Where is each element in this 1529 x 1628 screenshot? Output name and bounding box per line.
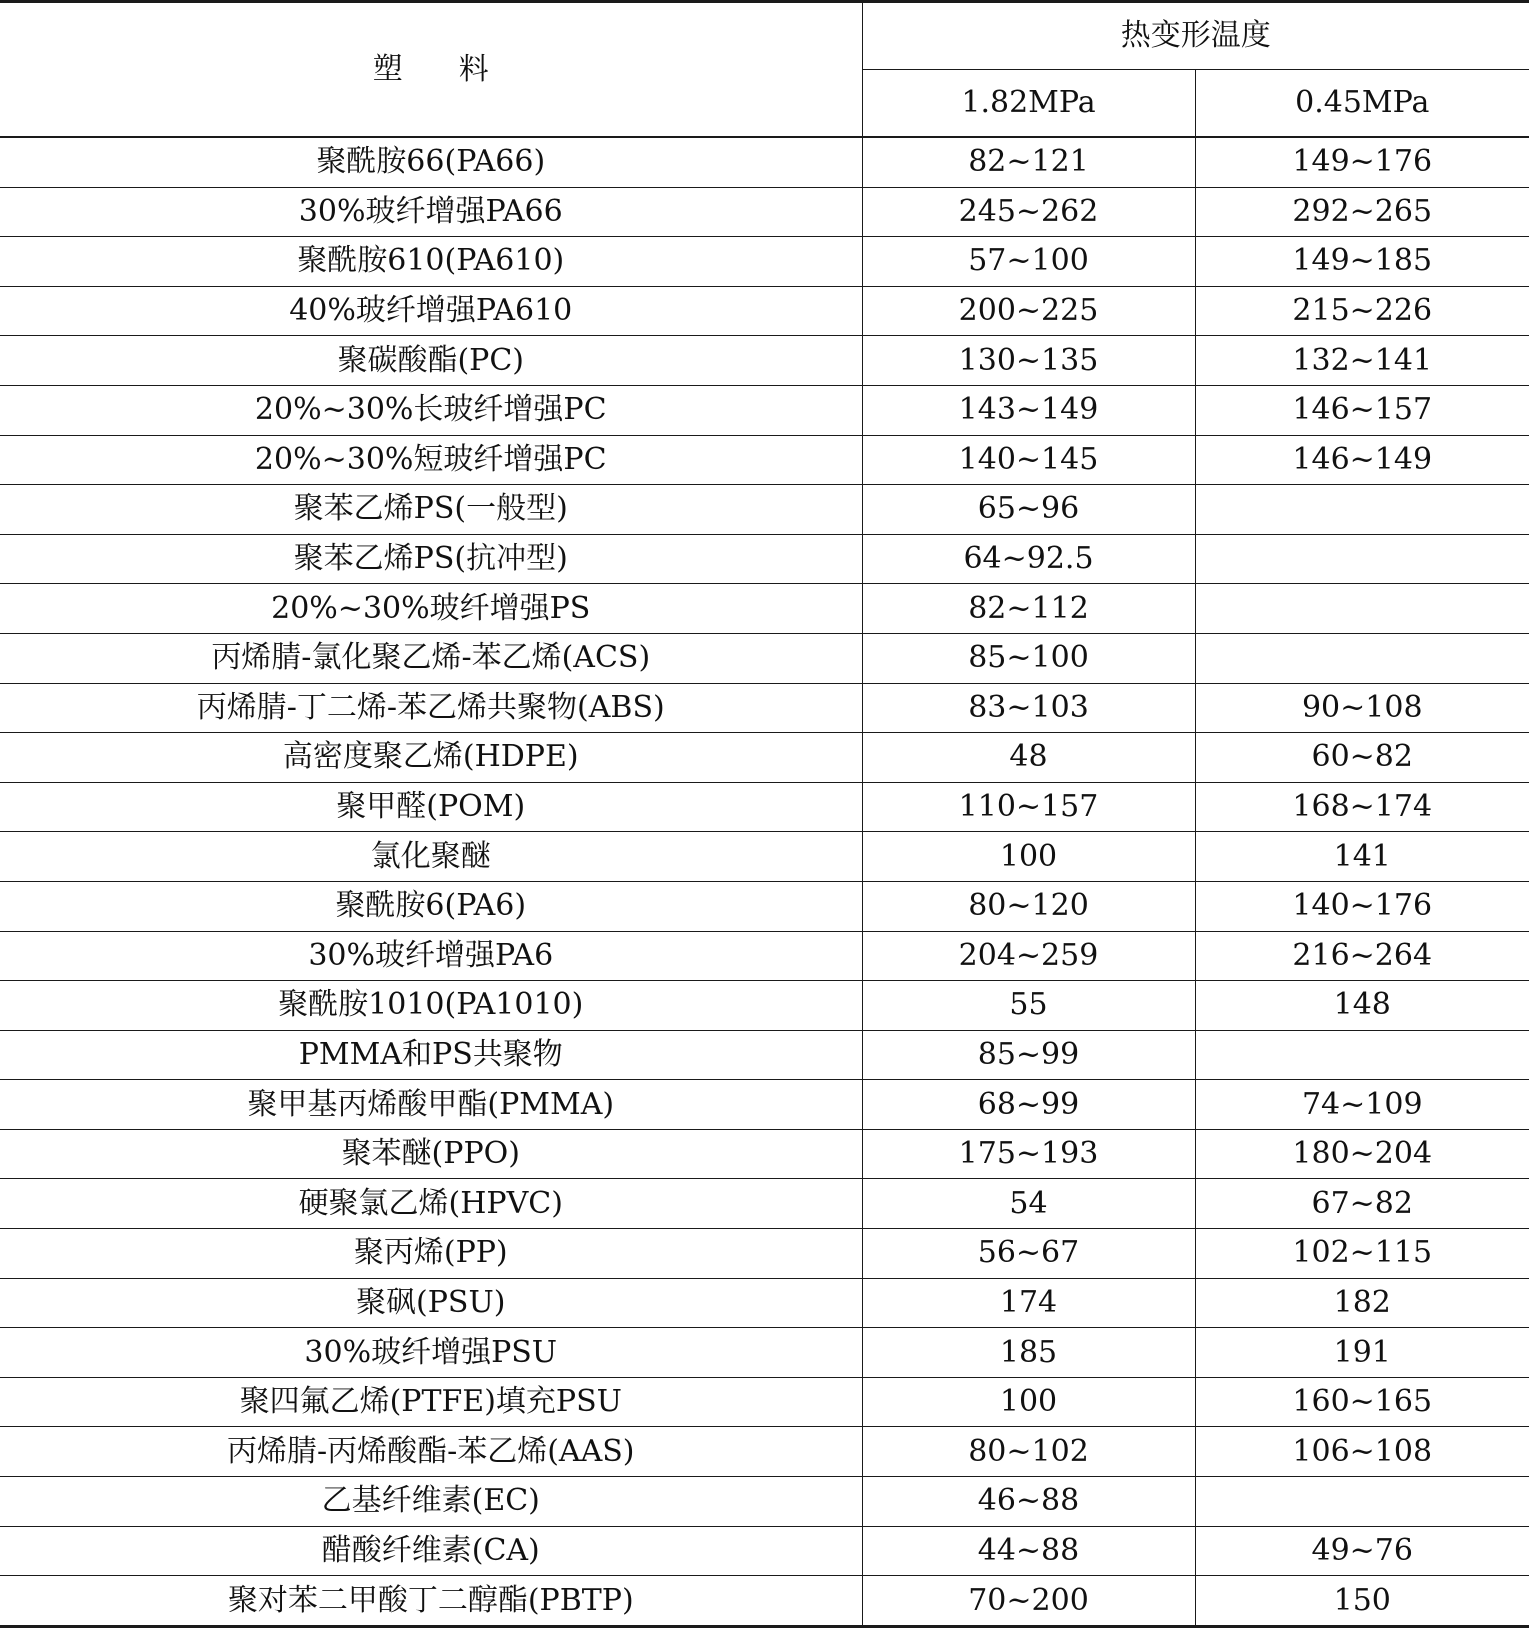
cell-hdt-1-82mpa: 174 [862, 1278, 1195, 1328]
table-row [0, 485, 1529, 535]
cell-hdt-1-82mpa: 185 [862, 1328, 1195, 1378]
table-row [0, 237, 1529, 287]
cell-hdt-1-82mpa: 200~225 [862, 286, 1195, 336]
cell-material: 聚碳酸酯(PC) [0, 336, 862, 386]
cell-hdt-1-82mpa: 54 [862, 1179, 1195, 1229]
cell-material: PMMA和PS共聚物 [0, 1030, 862, 1080]
table-row [0, 782, 1529, 832]
cell-material: 聚甲基丙烯酸甲酯(PMMA) [0, 1080, 862, 1130]
cell-hdt-1-82mpa: 80~102 [862, 1427, 1195, 1477]
table-row [0, 931, 1529, 981]
table-header [0, 2, 1529, 138]
cell-material: 聚甲醛(POM) [0, 782, 862, 832]
header-pressure-0-45: 0.45MPa [1195, 70, 1529, 138]
table-row [0, 881, 1529, 931]
table-row [0, 137, 1529, 187]
cell-hdt-0-45mpa: 106~108 [1195, 1427, 1529, 1477]
cell-material: 聚丙烯(PP) [0, 1229, 862, 1279]
cell-hdt-1-82mpa: 64~92.5 [862, 534, 1195, 584]
cell-material: 聚苯乙烯PS(抗冲型) [0, 534, 862, 584]
cell-hdt-0-45mpa: 149~185 [1195, 237, 1529, 287]
cell-hdt-0-45mpa: 90~108 [1195, 683, 1529, 733]
cell-material: 聚对苯二甲酸丁二醇酯(PBTP) [0, 1576, 862, 1627]
cell-material: 聚砜(PSU) [0, 1278, 862, 1328]
cell-hdt-0-45mpa: 102~115 [1195, 1229, 1529, 1279]
cell-hdt-0-45mpa: 67~82 [1195, 1179, 1529, 1229]
cell-material: 高密度聚乙烯(HDPE) [0, 733, 862, 783]
table-row [0, 1328, 1529, 1378]
cell-hdt-0-45mpa [1195, 1030, 1529, 1080]
cell-hdt-1-82mpa: 68~99 [862, 1080, 1195, 1130]
cell-material: 聚酰胺1010(PA1010) [0, 981, 862, 1031]
cell-material: 聚酰胺6(PA6) [0, 881, 862, 931]
cell-material: 30%玻纤增强PSU [0, 1328, 862, 1378]
cell-material: 30%玻纤增强PA66 [0, 187, 862, 237]
cell-hdt-0-45mpa: 140~176 [1195, 881, 1529, 931]
cell-hdt-1-82mpa: 57~100 [862, 237, 1195, 287]
cell-hdt-0-45mpa: 49~76 [1195, 1526, 1529, 1576]
cell-hdt-1-82mpa: 100 [862, 1377, 1195, 1427]
table-row [0, 832, 1529, 882]
cell-hdt-0-45mpa: 216~264 [1195, 931, 1529, 981]
cell-hdt-0-45mpa: 60~82 [1195, 733, 1529, 783]
table-row [0, 1526, 1529, 1576]
table-row [0, 1080, 1529, 1130]
table-row [0, 1477, 1529, 1527]
cell-hdt-1-82mpa: 48 [862, 733, 1195, 783]
cell-hdt-1-82mpa: 204~259 [862, 931, 1195, 981]
cell-hdt-0-45mpa: 150 [1195, 1576, 1529, 1627]
table-row [0, 733, 1529, 783]
cell-material: 醋酸纤维素(CA) [0, 1526, 862, 1576]
cell-material: 聚酰胺66(PA66) [0, 137, 862, 187]
cell-hdt-0-45mpa: 180~204 [1195, 1129, 1529, 1179]
cell-hdt-0-45mpa: 182 [1195, 1278, 1529, 1328]
cell-material: 40%玻纤增强PA610 [0, 286, 862, 336]
cell-hdt-1-82mpa: 110~157 [862, 782, 1195, 832]
cell-hdt-1-82mpa: 56~67 [862, 1229, 1195, 1279]
table-row [0, 683, 1529, 733]
table-row [0, 981, 1529, 1031]
cell-hdt-0-45mpa: 148 [1195, 981, 1529, 1031]
cell-hdt-1-82mpa: 46~88 [862, 1477, 1195, 1527]
cell-hdt-1-82mpa: 55 [862, 981, 1195, 1031]
cell-hdt-0-45mpa: 146~157 [1195, 385, 1529, 435]
cell-hdt-1-82mpa: 100 [862, 832, 1195, 882]
cell-hdt-0-45mpa: 132~141 [1195, 336, 1529, 386]
table-row [0, 534, 1529, 584]
header-material: 塑料 [0, 2, 862, 138]
table-row [0, 1179, 1529, 1229]
table-row [0, 633, 1529, 683]
cell-hdt-0-45mpa [1195, 534, 1529, 584]
cell-material: 丙烯腈-氯化聚乙烯-苯乙烯(ACS) [0, 633, 862, 683]
cell-material: 20%~30%短玻纤增强PC [0, 435, 862, 485]
cell-hdt-1-82mpa: 85~100 [862, 633, 1195, 683]
header-pressure-1-82: 1.82MPa [862, 70, 1195, 138]
cell-hdt-0-45mpa [1195, 485, 1529, 535]
cell-hdt-0-45mpa: 292~265 [1195, 187, 1529, 237]
table-row [0, 1427, 1529, 1477]
cell-hdt-0-45mpa: 74~109 [1195, 1080, 1529, 1130]
cell-material: 乙基纤维素(EC) [0, 1477, 862, 1527]
cell-hdt-0-45mpa: 146~149 [1195, 435, 1529, 485]
cell-hdt-0-45mpa: 191 [1195, 1328, 1529, 1378]
table-row [0, 187, 1529, 237]
cell-hdt-1-82mpa: 175~193 [862, 1129, 1195, 1179]
cell-hdt-0-45mpa [1195, 584, 1529, 634]
cell-hdt-1-82mpa: 83~103 [862, 683, 1195, 733]
cell-hdt-1-82mpa: 245~262 [862, 187, 1195, 237]
cell-material: 氯化聚醚 [0, 832, 862, 882]
cell-hdt-0-45mpa: 168~174 [1195, 782, 1529, 832]
cell-material: 20%~30%长玻纤增强PC [0, 385, 862, 435]
table-body [0, 137, 1529, 1626]
table-row [0, 1377, 1529, 1427]
cell-hdt-1-82mpa: 140~145 [862, 435, 1195, 485]
cell-hdt-0-45mpa [1195, 633, 1529, 683]
cell-material: 30%玻纤增强PA6 [0, 931, 862, 981]
cell-hdt-0-45mpa: 141 [1195, 832, 1529, 882]
cell-hdt-1-82mpa: 82~121 [862, 137, 1195, 187]
cell-hdt-1-82mpa: 70~200 [862, 1576, 1195, 1627]
header-heat-deflection-temperature: 热变形温度 [862, 2, 1529, 70]
table-row [0, 336, 1529, 386]
cell-material: 丙烯腈-丙烯酸酯-苯乙烯(AAS) [0, 1427, 862, 1477]
table-row [0, 1278, 1529, 1328]
cell-material: 聚苯乙烯PS(一般型) [0, 485, 862, 535]
cell-hdt-0-45mpa [1195, 1477, 1529, 1527]
table-row [0, 1576, 1529, 1627]
cell-hdt-1-82mpa: 85~99 [862, 1030, 1195, 1080]
header-row-1 [0, 2, 1529, 70]
cell-material: 聚酰胺610(PA610) [0, 237, 862, 287]
cell-hdt-0-45mpa: 215~226 [1195, 286, 1529, 336]
table-row [0, 1030, 1529, 1080]
cell-hdt-1-82mpa: 130~135 [862, 336, 1195, 386]
cell-hdt-1-82mpa: 82~112 [862, 584, 1195, 634]
table-row [0, 1129, 1529, 1179]
cell-material: 丙烯腈-丁二烯-苯乙烯共聚物(ABS) [0, 683, 862, 733]
cell-hdt-1-82mpa: 65~96 [862, 485, 1195, 535]
cell-hdt-1-82mpa: 44~88 [862, 1526, 1195, 1576]
table-row [0, 286, 1529, 336]
cell-hdt-1-82mpa: 143~149 [862, 385, 1195, 435]
cell-hdt-1-82mpa: 80~120 [862, 881, 1195, 931]
table-row [0, 385, 1529, 435]
cell-hdt-0-45mpa: 160~165 [1195, 1377, 1529, 1427]
cell-hdt-0-45mpa: 149~176 [1195, 137, 1529, 187]
cell-material: 聚四氟乙烯(PTFE)填充PSU [0, 1377, 862, 1427]
table-row [0, 1229, 1529, 1279]
cell-material: 硬聚氯乙烯(HPVC) [0, 1179, 862, 1229]
table-row [0, 435, 1529, 485]
table-row [0, 584, 1529, 634]
cell-material: 聚苯醚(PPO) [0, 1129, 862, 1179]
cell-material: 20%~30%玻纤增强PS [0, 584, 862, 634]
